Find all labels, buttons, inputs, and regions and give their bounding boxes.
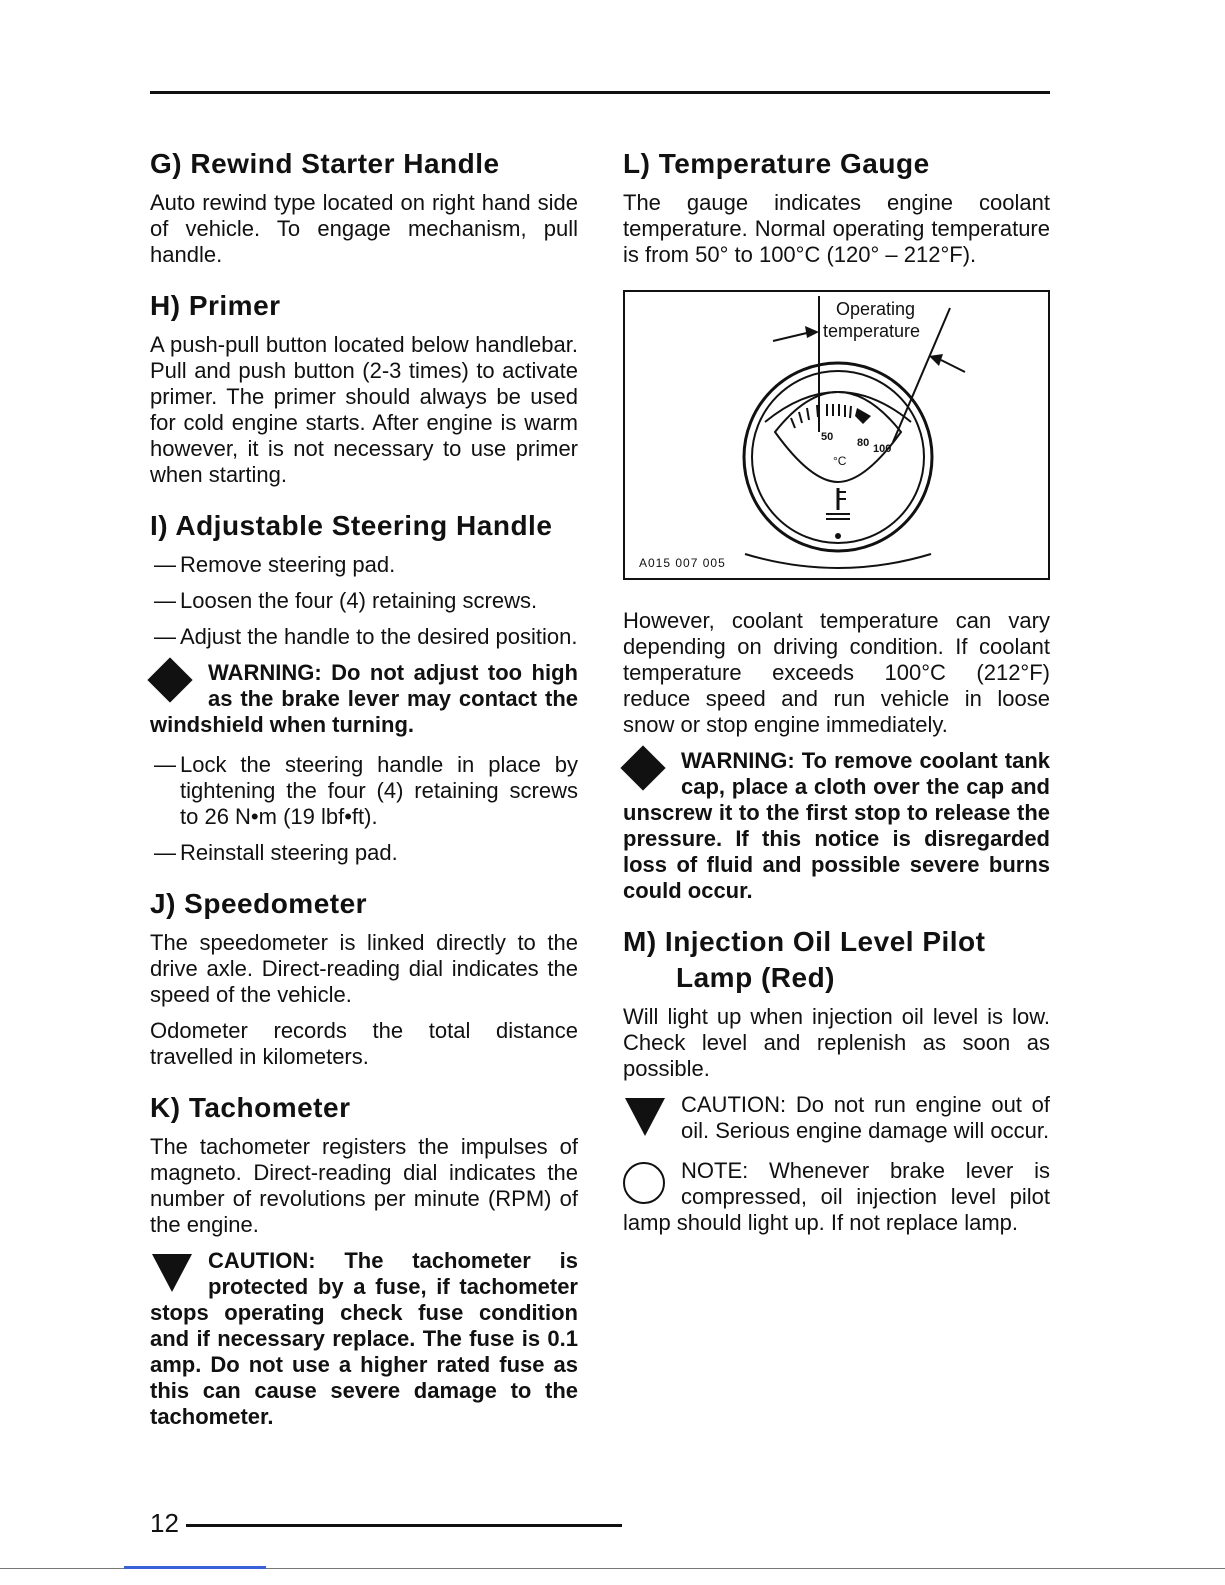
section-injection-oil-level-pilot-lamp [623,924,1050,1236]
dial-label-50: 50 [821,431,834,443]
section-title: L) Temperature Gauge [623,148,930,179]
left-column [150,146,578,1450]
figure-code: A015 007 005 [639,556,726,570]
steps-list [150,752,578,866]
dial-unit-label: °C [833,454,847,468]
page-number: 12 [150,1508,179,1538]
note-circle-icon [623,1158,679,1210]
caution-notice [623,1092,1050,1144]
section-adjustable-steering-handle [150,508,578,866]
temperature-gauge-figure [623,290,1050,580]
dial-label-100: 100 [873,443,892,455]
top-rule [150,91,1050,94]
section-title-line2: Lamp (Red) [676,962,835,993]
section-title [623,924,1050,996]
section-title: J) Speedometer [150,888,368,919]
section-speedometer [150,886,578,1070]
caution-notice [150,1248,578,1430]
list-item: — Lock the steering handle in place by tightening the four (4) retaining screws to 26 N•m (19 lbf•ft). [150,752,578,830]
list-item: — Reinstall steering pad. [150,840,578,866]
section-title: K) Tachometer [150,1092,351,1123]
section-title: H) Primer [150,290,281,321]
steps-list [150,552,578,650]
section-text: However, coolant temperature can vary depending on driving condition. If coolant temperature exceeds 100°C (212°F) reduce speed and run vehicle in loose snow or stop engine immediately. [623,608,1050,737]
warning-diamond-icon [623,748,679,800]
section-temperature-gauge [623,146,1050,904]
section-title: I) Adjustable Steering Handle [150,510,553,541]
section-tachometer [150,1090,578,1430]
note-text: NOTE: Whenever brake lever is compressed, oil injection level pilot lamp should light up. If not replace lamp. [623,1158,1050,1235]
page-edge-link[interactable] [124,1566,266,1569]
section-rewind-starter-handle [150,146,578,268]
section-text: Will light up when injection oil level is low. Check level and replenish as soon as possible. [623,1004,1050,1081]
warning-diamond-icon [150,660,206,712]
warning-text: WARNING: To remove coolant tank cap, place a cloth over the cap and unscrew it to the first stop to release the pressure. If this notice is disregarded loss of fluid and possible severe burns could occur. [623,748,1050,903]
dial-label-80: 80 [857,437,870,449]
list-item: — Adjust the handle to the desired position. [150,624,578,650]
section-title-line1: M) Injection Oil Level Pilot [623,926,986,957]
section-text: The gauge indicates engine coolant temperature. Normal operating temperature is from 50° to 100°C (120° – 212°F). [623,190,1050,267]
list-item: — Loosen the four (4) retaining screws. [150,588,578,614]
warning-text: WARNING: Do not adjust too high as the brake lever may contact the windshield when turning. [150,660,578,737]
caution-triangle-icon [623,1092,679,1144]
figure-label-line1: Operating [836,299,916,319]
caution-triangle-icon [150,1248,206,1300]
right-column [623,146,1050,1256]
section-title: G) Rewind Starter Handle [150,148,500,179]
note-notice [623,1158,1050,1236]
section-text: The tachometer registers the impulses of magneto. Direct-reading dial indicates the number of revolutions per minute (RPM) of the engine. [150,1134,578,1237]
figure-label-line2: temperature [823,321,921,341]
section-text: Auto rewind type located on right hand side of vehicle. To engage mechanism, pull handle. [150,190,578,267]
section-text: Odometer records the total distance travelled in kilometers. [150,1018,578,1069]
caution-text: CAUTION: The tachometer is protected by a fuse, if tachometer stops operating check fuse condition and if necessary replace. The fuse is 0.1 amp. Do not use a higher rated fuse as this can cause severe damage to the tachometer. [150,1248,578,1429]
section-text: A push-pull button located below handlebar. Pull and push button (2-3 times) to activate primer. The primer should always be used for cold engine starts. After engine is warm however, it is not necessary to use primer when starting. [150,332,578,487]
warning-notice [623,748,1050,904]
bottom-rule [186,1524,622,1527]
warning-notice [150,660,578,738]
section-primer [150,288,578,488]
list-item: — Remove steering pad. [150,552,578,578]
section-text: The speedometer is linked directly to the drive axle. Direct-reading dial indicates the speed of the vehicle. [150,930,578,1007]
caution-text: CAUTION: Do not run engine out of oil. Serious engine damage will occur. [681,1092,1050,1143]
